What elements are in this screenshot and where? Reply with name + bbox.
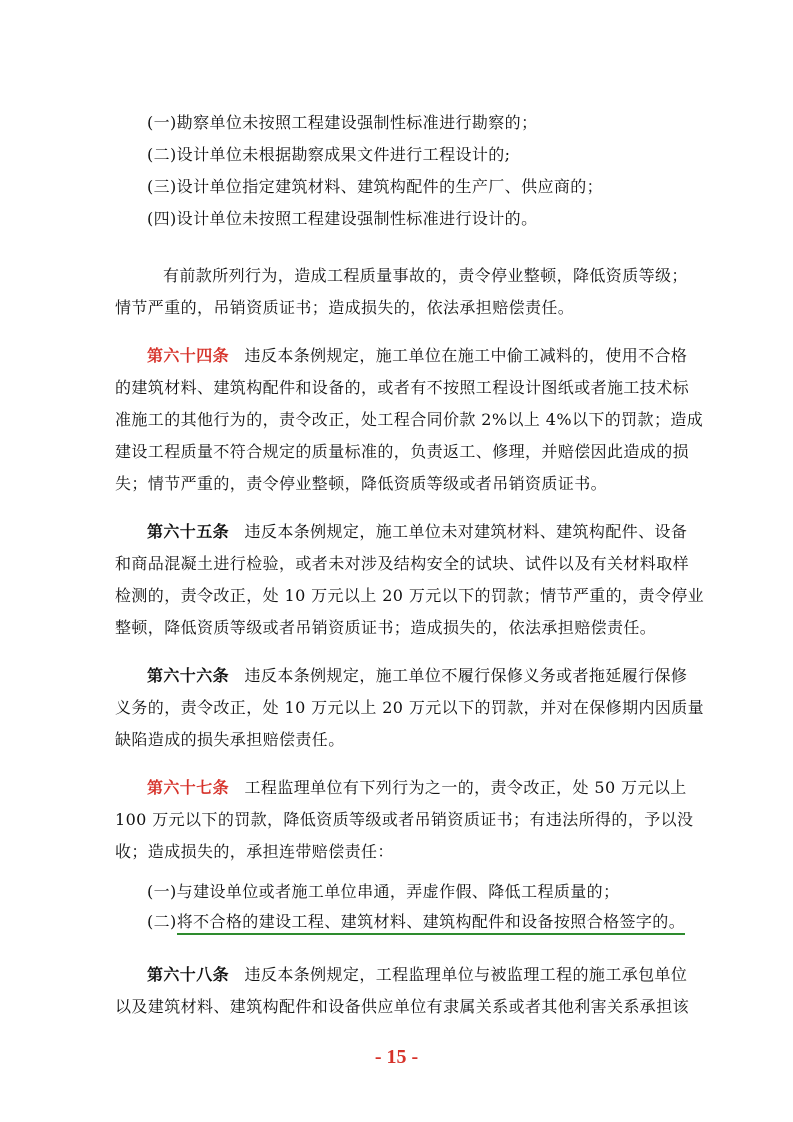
article-64-text: 违反本条例规定，施工单位在施工中偷工减料的，使用不合格 <box>244 346 688 365</box>
article-64-label: 第六十四条 <box>147 346 230 365</box>
article-68-label: 第六十八条 <box>147 965 230 984</box>
paragraph-line: 的建筑材料、建筑构配件和设备的，或者有不按照工程设计图纸或者施工技术标 <box>115 378 690 397</box>
paragraph-line: 建设工程质量不符合规定的质量标准的，负责返工、修理，并赔偿因此造成的损 <box>115 442 690 461</box>
page-number: - 15 - <box>374 1046 419 1068</box>
paragraph-line: 100 万元以下的罚款，降低资质等级或者吊销资质证书；有违法所得的，予以没 <box>115 810 694 829</box>
article-64-first-line <box>147 346 687 366</box>
paragraph-line: 整顿，降低资质等级或者吊销资质证书；造成损失的，依法承担赔偿责任。 <box>115 618 657 637</box>
underlined-text: 将不合格的建设工程、建筑材料、建筑构配件和设备按照合格签字的。 <box>177 912 685 935</box>
article-68-text: 违反本条例规定，工程监理单位与被监理工程的施工承包单位 <box>244 965 688 984</box>
paragraph-line: 准施工的其他行为的，责令改正，处工程合同价款 2%以上 4%以下的罚款；造成 <box>115 410 704 429</box>
article-65-first-line <box>147 522 687 542</box>
article-68-first-line <box>147 965 687 985</box>
list-item: (一)与建设单位或者施工单位串通，弄虚作假、降低工程质量的； <box>147 882 620 901</box>
list-item-prefix: (二) <box>147 912 177 931</box>
article-67-text: 工程监理单位有下列行为之一的，责令改正，处 50 万元以上 <box>244 778 687 797</box>
list-item-underlined <box>147 912 685 932</box>
paragraph-line: 缺陷造成的损失承担赔偿责任。 <box>115 730 345 749</box>
article-67-first-line <box>147 778 687 798</box>
article-65-text: 违反本条例规定，施工单位未对建筑材料、建筑构配件、设备 <box>244 522 688 541</box>
paragraph-line: 情节严重的，吊销资质证书；造成损失的，依法承担赔偿责任。 <box>115 298 575 317</box>
article-65-label: 第六十五条 <box>147 522 230 541</box>
paragraph-line: 以及建筑材料、建筑构配件和设备供应单位有隶属关系或者其他利害关系承担该 <box>115 997 690 1016</box>
list-item: (三)设计单位指定建筑材料、建筑构配件的生产厂、供应商的； <box>147 177 604 196</box>
paragraph-line: 检测的，责令改正，处 10 万元以上 20 万元以下的罚款；情节严重的，责令停业 <box>115 586 705 605</box>
article-67-label: 第六十七条 <box>147 778 230 797</box>
list-item: (二)设计单位未根据勘察成果文件进行工程设计的; <box>147 145 511 164</box>
paragraph-line: 有前款所列行为，造成工程质量事故的，责令停业整顿，降低资质等级； <box>163 266 688 285</box>
article-66-label: 第六十六条 <box>147 666 230 685</box>
paragraph-line: 和商品混凝土进行检验，或者未对涉及结构安全的试块、试件以及有关材料取样 <box>115 554 690 573</box>
article-66-text: 违反本条例规定，施工单位不履行保修义务或者拖延履行保修 <box>244 666 688 685</box>
list-item: (四)设计单位未按照工程建设强制性标准进行设计的。 <box>147 209 538 228</box>
paragraph-line: 收；造成损失的，承担连带赔偿责任： <box>115 842 394 861</box>
article-66-first-line <box>147 666 687 686</box>
paragraph-line: 失；情节严重的，责令停业整顿，降低资质等级或者吊销资质证书。 <box>115 474 608 493</box>
list-item: (一)勘察单位未按照工程建设强制性标准进行勘察的； <box>147 113 538 132</box>
paragraph-line: 义务的，责令改正，处 10 万元以上 20 万元以下的罚款，并对在保修期内因质量 <box>115 698 705 717</box>
